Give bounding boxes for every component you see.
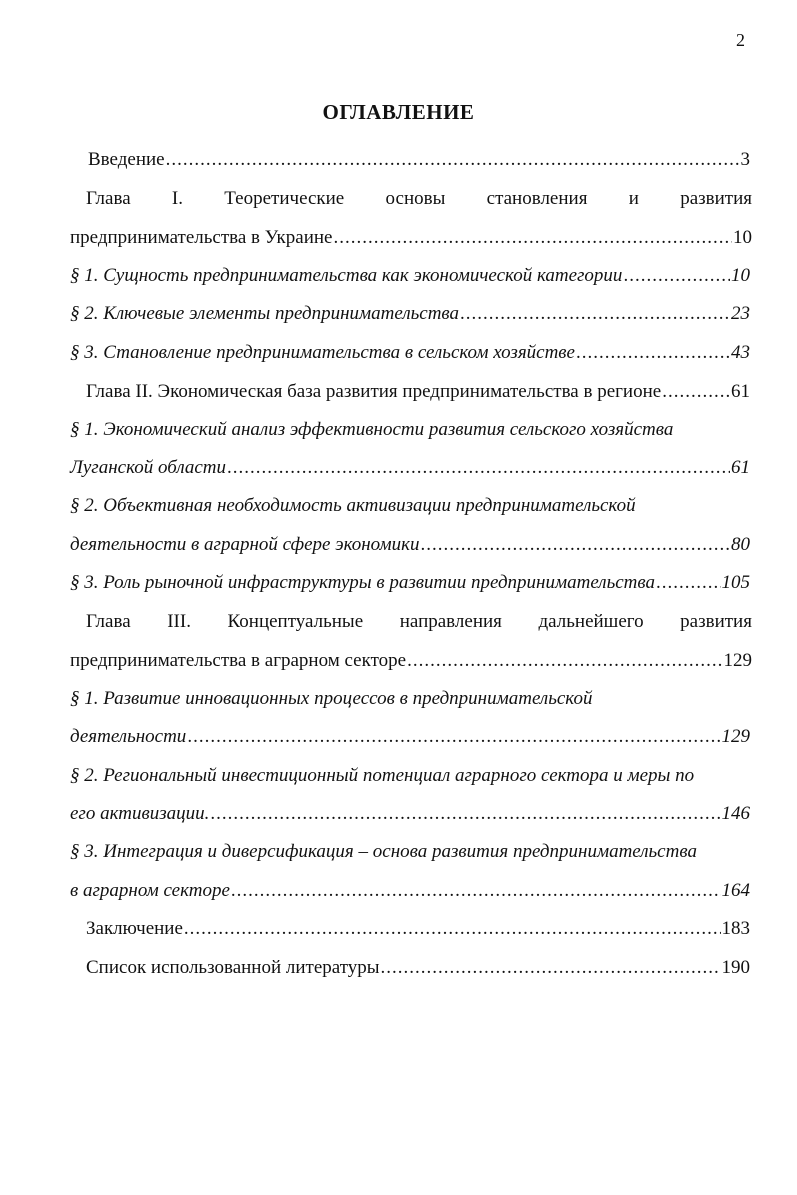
dot-leader: [166, 146, 740, 174]
toc-entry-introduction[interactable]: [88, 146, 750, 174]
dot-leader: [381, 954, 721, 982]
toc-entry-text: деятельности в аграрной сфере экономики: [70, 534, 420, 555]
toc-entry-page: 183: [721, 918, 750, 939]
toc-entry-section-1-2[interactable]: [70, 300, 750, 328]
dot-leader: [623, 262, 730, 290]
toc-entry-section-2-2-line-2[interactable]: [70, 531, 750, 559]
toc-entry-text: § 2. Ключевые элементы предпринимательства: [70, 303, 460, 324]
page-number: 2: [736, 30, 745, 50]
toc-entry-page: 23: [731, 303, 750, 324]
toc-word: развития: [680, 188, 752, 209]
toc-word: становления: [486, 188, 588, 209]
toc-entry-text: § 3. Становление предпринимательства в сельском хозяйстве: [70, 342, 575, 363]
toc-entry-text: § 2. Региональный инвестиционный потенциал аграрного сектора и меры по: [70, 765, 695, 786]
toc-entry-page: 3: [740, 149, 750, 170]
toc-word: направления: [399, 611, 502, 632]
dot-leader: [227, 454, 730, 482]
toc-entry-section-3-1-line-1[interactable]: [70, 685, 750, 713]
toc-entry-text: § 1. Экономический анализ эффективности развития сельского хозяйства: [70, 419, 674, 440]
toc-word: Глава: [86, 188, 131, 209]
toc-word: Концептуальные: [227, 611, 364, 632]
toc-entry-text: § 1. Сущность предпринимательства как экономической категории: [70, 265, 623, 286]
toc-word: основы: [385, 188, 446, 209]
toc-entry-text: Введение: [88, 149, 165, 170]
toc-entry-section-3-3-line-2[interactable]: [70, 877, 750, 905]
toc-entry-section-2-2-line-1[interactable]: [70, 492, 750, 520]
toc-entry-bibliography[interactable]: [86, 954, 750, 982]
dot-leader: [184, 915, 721, 943]
dot-leader: [333, 224, 732, 252]
toc-entry-page: 129: [723, 650, 752, 671]
toc-entry-section-3-2-line-1[interactable]: [70, 762, 750, 790]
toc-entry-text: предпринимательства в Украине: [70, 227, 333, 248]
toc-entry-page: 105: [721, 572, 750, 593]
toc-word: III.: [167, 611, 191, 632]
toc-entry-text: Луганской области: [70, 457, 226, 478]
toc-entry-section-1-3[interactable]: [70, 339, 750, 367]
toc-entry-text: § 3. Интеграция и диверсификация – основа развития предпринимательства: [70, 841, 697, 862]
toc-entry-section-3-2-line-2[interactable]: [70, 800, 750, 828]
dot-leader: [420, 531, 730, 559]
toc-entry-section-2-1-line-1[interactable]: [70, 416, 750, 444]
toc-entry-text: § 2. Объективная необходимость активизации предпринимательской: [70, 495, 636, 516]
toc-entry-section-1-1[interactable]: [70, 262, 750, 290]
toc-word: I.: [171, 188, 183, 209]
toc-entry-page: 190: [721, 957, 750, 978]
toc-word: развития: [680, 611, 752, 632]
toc-entry-chapter-3-line-1[interactable]: [86, 608, 752, 636]
dot-leader: [210, 800, 720, 828]
toc-entry-chapter-1-line-2[interactable]: [70, 224, 752, 252]
toc-entry-section-2-3[interactable]: [70, 569, 750, 597]
toc-entry-page: 61: [731, 457, 750, 478]
toc-word: дальнейшего: [538, 611, 644, 632]
toc-entry-text: его активизации.: [70, 803, 210, 824]
dot-leader: [656, 569, 721, 597]
dot-leader: [460, 300, 730, 328]
dot-leader: [187, 723, 720, 751]
toc-entry-text: в аграрном секторе: [70, 880, 230, 901]
dot-leader: [576, 339, 730, 367]
dot-leader: [662, 378, 730, 406]
toc-entry-section-2-1-line-2[interactable]: [70, 454, 750, 482]
toc-entry-chapter-2[interactable]: [86, 378, 750, 406]
toc-word: и: [628, 188, 639, 209]
toc-entry-page: 10: [733, 227, 752, 248]
toc-entry-page: 164: [721, 880, 750, 901]
toc-entry-page: 80: [731, 534, 750, 555]
toc-word: Глава: [86, 611, 131, 632]
toc-entry-page: 61: [731, 381, 750, 402]
toc-entry-text: деятельности: [70, 726, 187, 747]
dot-leader: [407, 647, 722, 675]
toc-entry-text: Список использованной литературы: [86, 957, 380, 978]
toc-entry-text: Заключение: [86, 918, 183, 939]
toc-entry-page: 10: [731, 265, 750, 286]
toc-entry-text: предпринимательства в аграрном секторе: [70, 650, 407, 671]
toc-entry-page: 129: [721, 726, 750, 747]
toc-entry-page: 146: [721, 803, 750, 824]
toc-entry-text: § 1. Развитие инновационных процессов в предпринимательской: [70, 688, 593, 709]
toc-entry-section-3-3-line-1[interactable]: [70, 838, 750, 866]
toc-entry-page: 43: [731, 342, 750, 363]
toc-title: ОГЛАВЛЕНИЕ: [322, 100, 475, 124]
dot-leader: [231, 877, 721, 905]
toc-entry-chapter-3-line-2[interactable]: [70, 647, 752, 675]
toc-entry-chapter-1-line-1[interactable]: [86, 185, 752, 213]
toc-entry-text: § 3. Роль рыночной инфраструктуры в развитии предпринимательства: [70, 572, 655, 593]
toc-entry-section-3-1-line-2[interactable]: [70, 723, 750, 751]
toc-entry-conclusion[interactable]: [86, 915, 750, 943]
toc-entry-text: Глава II. Экономическая база развития предпринимательства в регионе: [86, 381, 662, 402]
toc-word: Теоретические: [224, 188, 345, 209]
